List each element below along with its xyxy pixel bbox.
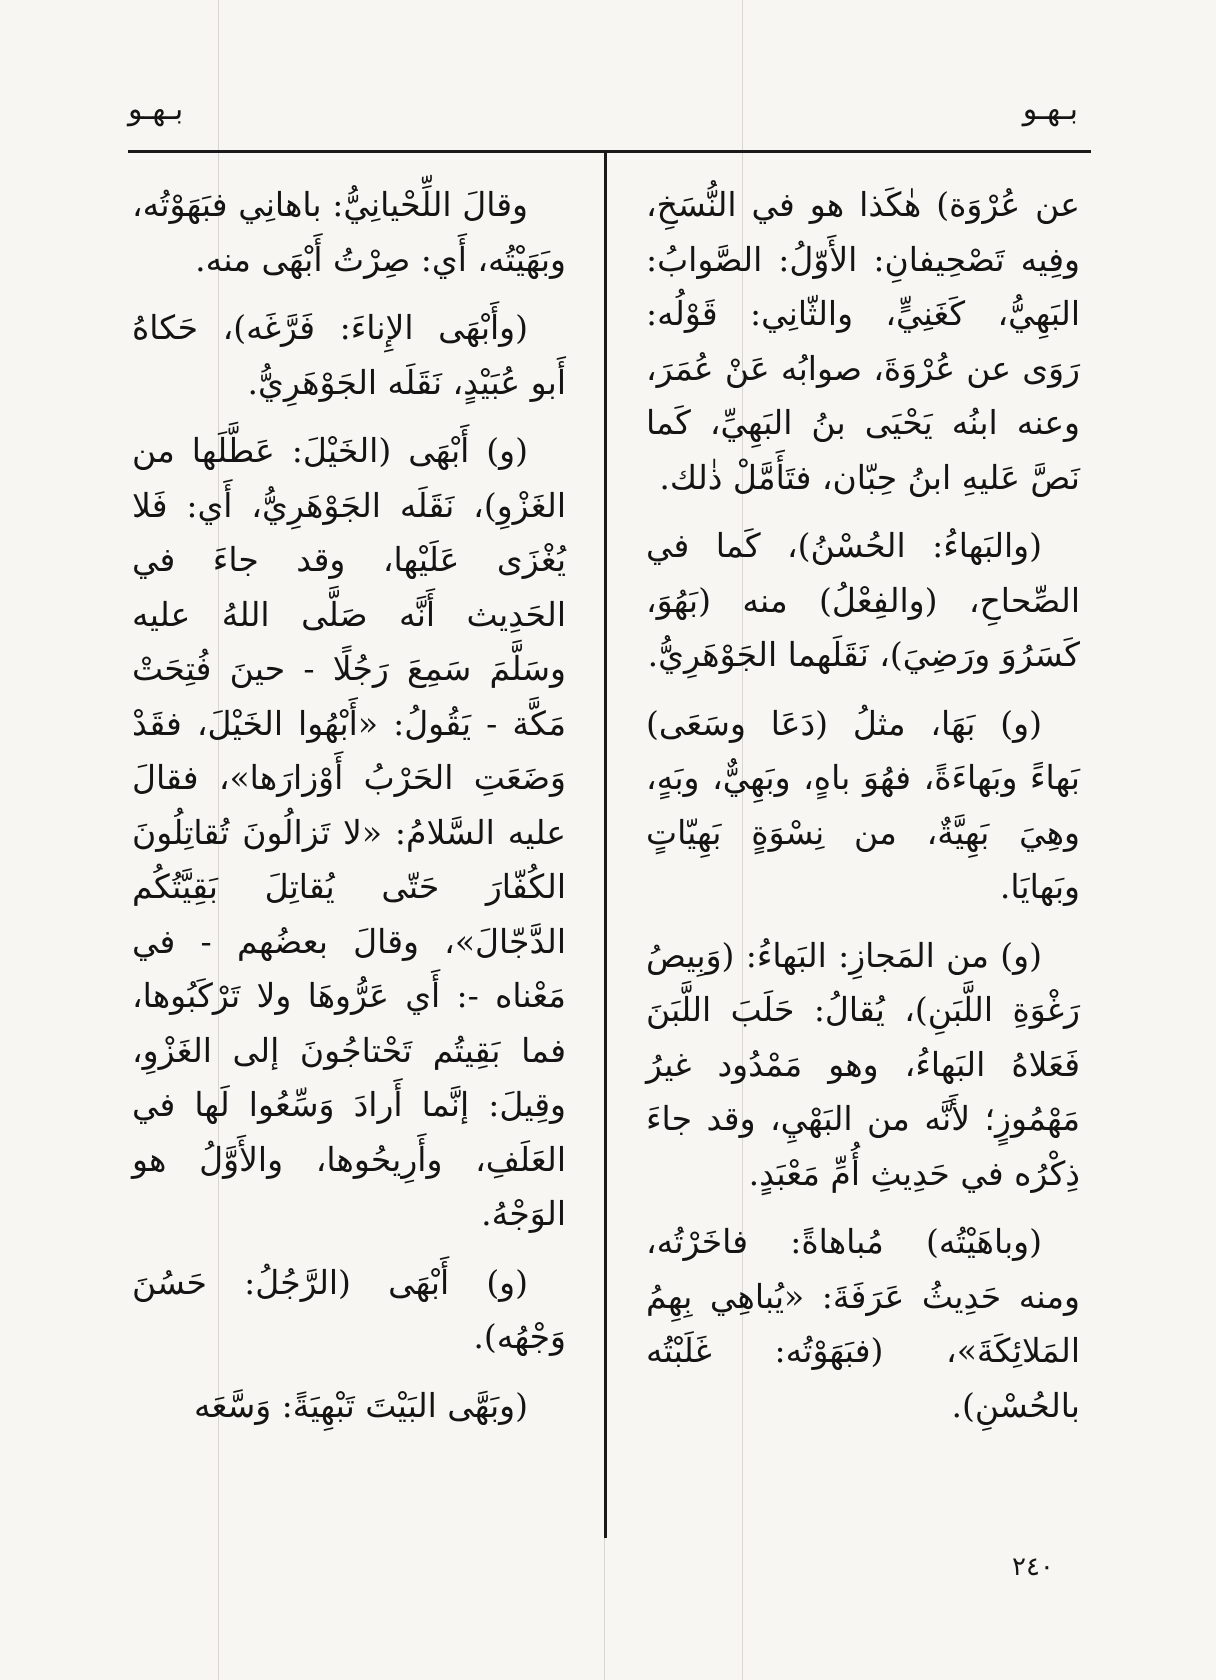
left-column <box>132 178 566 1447</box>
entry-paragraph: عن عُرْوَة) هٰكَذا هو في النُّسَخِ، وفِيه تَصْحِيفانِ: الأَوّلُ: الصَّوابُ: البَهِيُّ، كَغَنِيٍّ، والثّانِي: قَوْلُه: رَوَى عن عُرْوَةَ، صوابُه عَنْ عُمَرَ، وعنه ابنُه يَحْيَى بنُ البَهِيِّ، كَما نَصَّ عَليهِ ابنُ حِبّان، فتَأَمَّلْ ذٰلك. <box>646 185 1080 497</box>
entry-paragraph: (و) من المَجازِ: البَهاءُ: (وَبِيصُ رَغْوَةِ اللَّبَنِ)، يُقالُ: حَلَبَ اللَّبَنَ فَعَلاهُ البَهاءُ، وهو مَمْدُود غيرُ مَهْمُوزٍ؛ لأَنَّه من البَهْيِ، وقد جاءَ ذِكْرُه في حَدِيثِ أُمِّ مَعْبَدٍ. <box>646 935 1080 1193</box>
column-divider <box>604 152 607 1538</box>
right-column <box>646 178 1080 1447</box>
page-number: ٢٤٠ <box>1012 1552 1054 1582</box>
entry-paragraph: (والبَهاءُ: الحُسْنُ)، كَما في الصِّحاحِ، (والفِعْلُ) منه (بَهُوَ، كَسَرُوَ ورَضِيَ)، نَقَلَهما الجَوْهَرِيُّ. <box>646 526 1080 674</box>
entry-paragraph: وقالَ اللِّحْيانِيُّ: باهانِي فبَهَوْتُه، وبَهَيْتُه، أَي: صِرْتُ أَبْهَى منه. <box>132 185 566 279</box>
entry-paragraph: (و) أَبْهَى (الرَّجُلُ: حَسُنَ وَجْهُه). <box>132 1262 566 1356</box>
running-header-right: بـهـو <box>1022 92 1078 127</box>
entry-paragraph: (وبَهَّى البَيْتَ تَبْهِيَةً: وَسَّعَه <box>193 1385 528 1425</box>
entry-paragraph: (و) بَهَا، مثلُ (دَعَا وسَعَى) بَهاءً وبَهاءَةً، فهُوَ باهٍ، وبَهِيٌّ، وبَهٍ، وهِيَ بَهِيَّةٌ، من نِسْوَةٍ بَهِيّاتٍ وبَهايَا. <box>646 703 1080 906</box>
running-header-left: بـهـو <box>128 92 184 127</box>
entry-paragraph: (وأَبْهَى الإِناءَ: فَرَّغَه)، حَكاهُ أَبو عُبَيْدٍ، نَقَلَه الجَوْهَرِيُّ. <box>132 308 566 402</box>
entry-paragraph: (وباهَيْتُه) مُباهاةً: فاخَرْتُه، ومنه حَدِيثُ عَرَفَةَ: «يُباهِي بِهِمُ المَلائِكَةَ»، (فبَهَوْتُه: غَلَبْتُه بالحُسْنِ). <box>646 1222 1080 1425</box>
entry-paragraph: (و) أَبْهَى (الخَيْلَ: عَطَّلَها من الغَزْوِ)، نَقَلَه الجَوْهَرِيُّ، أَي: فَلا يُغْزَى عَلَيْها، وقد جاءَ في الحَدِيث أَنَّه صَلَّى اللهُ عليه وسَلَّمَ سَمِعَ رَجُلًا - حينَ فُتِحَتْ مَكَّة - يَقُولُ: «أَبْهُوا الخَيْلَ، فقَدْ وَضَعَتِ الحَرْبُ أَوْزارَها»، فقالَ عليه السَّلامُ: «لا تَزالُونَ تُقاتِلُونَ الكُفّارَ حَتّى يُقاتِلَ بَقِيَّتُكُم الدَّجّالَ»، وقالَ بعضُهم - في مَعْناه -: أَي عَرُّوهَا ولا تَرْكَبُوها، فما بَقِيتُم تَحْتاجُونَ إلى الغَزْوِ، وقِيلَ: إنَّما أَرادَ وَسِّعُوا لَها في العَلَفِ، وأَرِيحُوها، والأَوَّلُ هو الوَجْهُ. <box>132 431 566 1233</box>
scan-guide-line <box>604 1538 605 1680</box>
header-rule <box>128 150 1091 153</box>
